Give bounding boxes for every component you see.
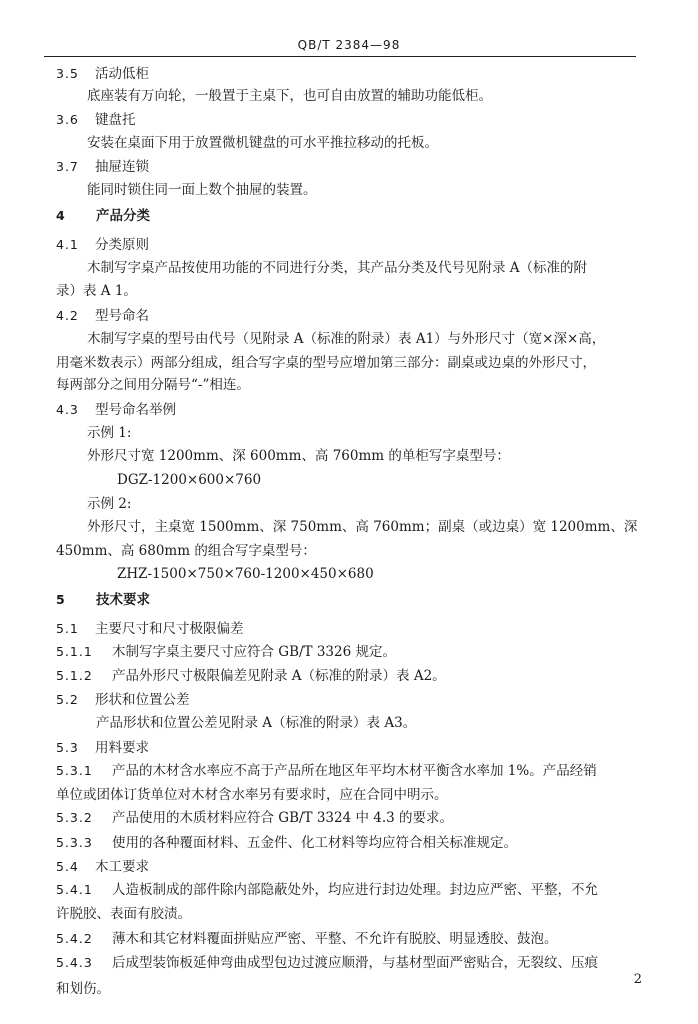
- section-heading: [56, 690, 190, 710]
- section-title: 使用的各种覆面材料、五金件、化工材料等均应符合相关标准规定。: [112, 835, 517, 851]
- paragraph-line: [56, 979, 110, 999]
- paragraph-line: [96, 713, 416, 733]
- paragraph-text: 示例 2:: [87, 496, 132, 512]
- paragraph-line: [56, 904, 191, 924]
- section-title: 木工要求: [95, 859, 149, 875]
- section-number: 5: [56, 592, 66, 607]
- section-number: 5.4.1: [56, 882, 93, 897]
- paragraph-text: 录）表 A 1。: [56, 283, 137, 299]
- section-title: 薄木和其它材料覆面拼贴应严密、平整、不允许有脱胶、明显透胶、鼓泡。: [112, 931, 558, 947]
- section-number: 5.1.1: [56, 644, 93, 659]
- section-heading: [56, 857, 149, 877]
- section-heading: [56, 880, 598, 900]
- paragraph-text: 和划伤。: [56, 981, 110, 997]
- section-title: 产品的木材含水率应不高于产品所在地区年平均木材平衡含水率加 1%。产品经销: [112, 763, 597, 779]
- paragraph-text: 木制写字桌产品按使用功能的不同进行分类，其产品分类及代号见附录 A（标准的附: [87, 260, 588, 276]
- paragraph-text: 用毫米数表示）两部分组成，组合写字桌的型号应增加第三部分：副桌或边桌的外形尺寸，: [56, 355, 596, 371]
- paragraph-text: 外形尺寸宽 1200mm、深 600mm、高 760mm 的单柜写字桌型号：: [87, 448, 510, 464]
- section-number: 5.3.2: [56, 810, 93, 825]
- paragraph-text: 安装在桌面下用于放置微机键盘的可水平推拉移动的托板。: [87, 135, 438, 151]
- header-rule: [44, 56, 636, 57]
- paragraph-text: 底座装有万向轮，一般置于主桌下，也可自由放置的辅助功能低柜。: [87, 88, 492, 104]
- paragraph-text: 单位或团体订货单位对木材含水率另有要求时，应在合同中明示。: [56, 787, 448, 803]
- section-number: 5.2: [56, 692, 79, 707]
- section-heading: [56, 306, 149, 326]
- section-number: 3.5: [56, 66, 79, 81]
- paragraph-text: 每两部分之间用分隔号“-”相连。: [56, 377, 250, 393]
- section-title: 抽屉连锁: [95, 159, 149, 175]
- paragraph-line: [87, 446, 510, 466]
- section-title: 分类原则: [95, 237, 149, 253]
- section-title: 主要尺寸和尺寸极限偏差: [95, 621, 244, 637]
- paragraph-line: [87, 517, 637, 537]
- section-heading: [56, 738, 149, 758]
- section-heading: [56, 953, 598, 973]
- section-title: 人造板制成的部件除内部隐蔽处外，均应进行封边处理。封边应严密、平整，不允: [112, 882, 598, 898]
- paragraph-line: [117, 470, 261, 490]
- paragraph-line: [87, 494, 131, 514]
- section-number: 3.7: [56, 159, 79, 174]
- section-heading: [56, 110, 136, 130]
- section-heading: [56, 157, 149, 177]
- section-number: 4.1: [56, 237, 79, 252]
- section-title: 形状和位置公差: [95, 692, 190, 708]
- paragraph-line: [117, 564, 374, 584]
- section-number: 5.3.1: [56, 763, 93, 778]
- paragraph-line: [87, 258, 587, 278]
- section-heading: [56, 642, 396, 662]
- section-title: 键盘托: [95, 112, 136, 128]
- section-title: 产品使用的木质材料应符合 GB/T 3324 中 4.3 的要求。: [112, 810, 454, 826]
- section-heading: [56, 590, 150, 610]
- paragraph-text: 能同时锁住同一面上数个抽屉的装置。: [87, 182, 317, 198]
- section-title: 产品外形尺寸极限偏差见附录 A（标准的附录）表 A2。: [112, 668, 446, 684]
- section-number: 5.1: [56, 621, 79, 636]
- paragraph-line: [87, 423, 131, 443]
- section-number: 5.1.2: [56, 668, 93, 683]
- section-title: 型号命名举例: [95, 402, 176, 418]
- paragraph-text: 外形尺寸，主桌宽 1500mm、深 750mm、高 760mm；副桌（或边桌）宽 1200mm、深: [87, 519, 638, 535]
- section-number: 4.2: [56, 308, 79, 323]
- paragraph-line: [56, 785, 448, 805]
- section-heading: [56, 619, 244, 639]
- paragraph-line: [56, 353, 596, 373]
- section-number: 4: [56, 208, 66, 223]
- section-title: 活动低柜: [95, 66, 149, 82]
- paragraph-text: 450mm、高 680mm 的组合写字桌型号：: [56, 543, 316, 559]
- section-number: 5.3.3: [56, 835, 93, 850]
- paragraph-line: [56, 375, 250, 395]
- paragraph-line: [87, 133, 438, 153]
- section-number: 5.4: [56, 859, 79, 874]
- section-title: 木制写字桌主要尺寸应符合 GB/T 3326 规定。: [112, 644, 396, 660]
- section-heading: [56, 206, 150, 226]
- section-heading: [56, 235, 149, 255]
- section-number: 5.4.3: [56, 955, 93, 970]
- paragraph-text: DGZ-1200×600×760: [117, 472, 262, 488]
- paragraph-text: 木制写字桌的型号由代号（见附录 A（标准的附录）表 A1）与外形尺寸（宽×深×高，: [87, 331, 606, 347]
- page-number: 2: [633, 972, 642, 987]
- paragraph-text: 许脱胶、表面有胶渍。: [56, 906, 191, 922]
- section-heading: [56, 400, 176, 420]
- section-heading: [56, 808, 453, 828]
- paragraph-text: ZHZ-1500×750×760-1200×450×680: [117, 566, 374, 582]
- section-heading: [56, 666, 446, 686]
- paragraph-line: [87, 86, 492, 106]
- section-number: 3.6: [56, 112, 79, 127]
- document-code-header: QB/T 2384—98: [297, 38, 401, 52]
- section-title: 后成型装饰板延伸弯曲成型包边过渡应顺滑，与基材型面严密贴合，无裂纹、压痕: [112, 955, 598, 971]
- paragraph-text: 示例 1:: [87, 425, 132, 441]
- section-heading: [56, 64, 149, 84]
- paragraph-line: [56, 541, 316, 561]
- section-title: 用料要求: [95, 740, 149, 756]
- paragraph-line: [56, 281, 137, 301]
- section-number: 4.3: [56, 402, 79, 417]
- paragraph-text: 产品形状和位置公差见附录 A（标准的附录）表 A3。: [96, 715, 417, 731]
- section-heading: [56, 929, 558, 949]
- section-number: 5.3: [56, 740, 79, 755]
- paragraph-line: [87, 180, 317, 200]
- section-number: 5.4.2: [56, 931, 93, 946]
- section-heading: [56, 833, 517, 853]
- section-title: 型号命名: [95, 308, 149, 324]
- section-title: 产品分类: [96, 208, 150, 224]
- section-title: 技术要求: [96, 592, 150, 608]
- paragraph-line: [87, 329, 605, 349]
- section-heading: [56, 761, 597, 781]
